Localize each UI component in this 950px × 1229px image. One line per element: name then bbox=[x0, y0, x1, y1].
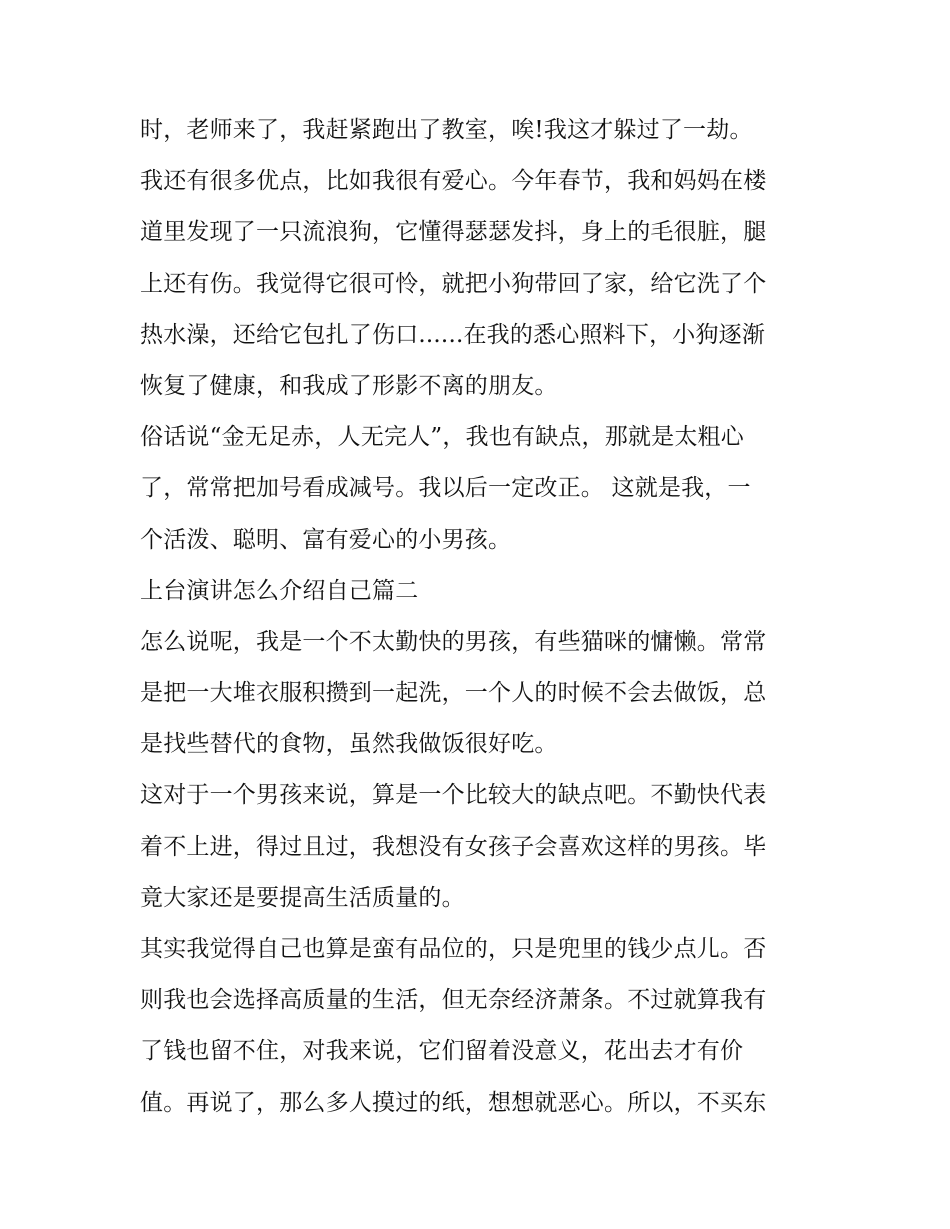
text-line: 热水澡，还给它包扎了伤口......在我的悉心照料下，小狗逐渐 bbox=[140, 321, 766, 348]
text-line: 值。再说了，那么多人摸过的纸，想想就恶心。所以，不买东 bbox=[140, 1089, 767, 1116]
document-body bbox=[140, 105, 820, 1129]
text-line: 是把一大堆衣服积攒到一起洗，一个人的时候不会去做饭，总 bbox=[140, 680, 767, 707]
text-line: 时，老师来了，我赶紧跑出了教室，唉!我这才躲过了一劫。 bbox=[140, 117, 753, 143]
section-heading: 上台演讲怎么介绍自己篇二 bbox=[140, 577, 419, 604]
text-line: 则我也会选择高质量的生活，但无奈经济萧条。不过就算我有 bbox=[140, 987, 767, 1014]
text-line: 了，常常把加号看成减号。我以后一定改正。 这就是我，一 bbox=[140, 475, 751, 502]
text-line: 了钱也留不住，对我来说，它们留着没意义，花出去才有价 bbox=[140, 1038, 744, 1065]
text-line: 其实我觉得自己也算是蛮有品位的，只是兜里的钱少点儿。否 bbox=[140, 936, 767, 962]
text-line: 上还有伤。我觉得它很可怜，就把小狗带回了家，给它洗了个 bbox=[140, 270, 767, 297]
text-line: 是找些替代的食物，虽然我做饭很好吃。 bbox=[140, 731, 558, 758]
text-line: 这对于一个男孩来说，算是一个比较大的缺点吧。不勤快代表 bbox=[140, 782, 767, 809]
text-line: 个活泼、聪明、富有爱心的小男孩。 bbox=[140, 526, 512, 553]
text-line: 俗话说“金无足赤，人无完人”，我也有缺点，那就是太粗心 bbox=[140, 424, 744, 451]
text-line: 我还有很多优点，比如我很有爱心。今年春节，我和妈妈在楼 bbox=[140, 168, 767, 195]
text-line: 着不上进，得过且过，我想没有女孩子会喜欢这样的男孩。毕 bbox=[140, 833, 767, 860]
text-line: 道里发现了一只流浪狗，它懂得瑟瑟发抖，身上的毛很脏，腿 bbox=[140, 219, 767, 246]
text-line: 怎么说呢，我是一个不太勤快的男孩，有些猫咪的慵懒。常常 bbox=[140, 628, 767, 655]
text-line: 竟大家还是要提高生活质量的。 bbox=[140, 884, 465, 911]
text-line: 恢复了健康，和我成了形影不离的朋友。 bbox=[140, 372, 558, 399]
